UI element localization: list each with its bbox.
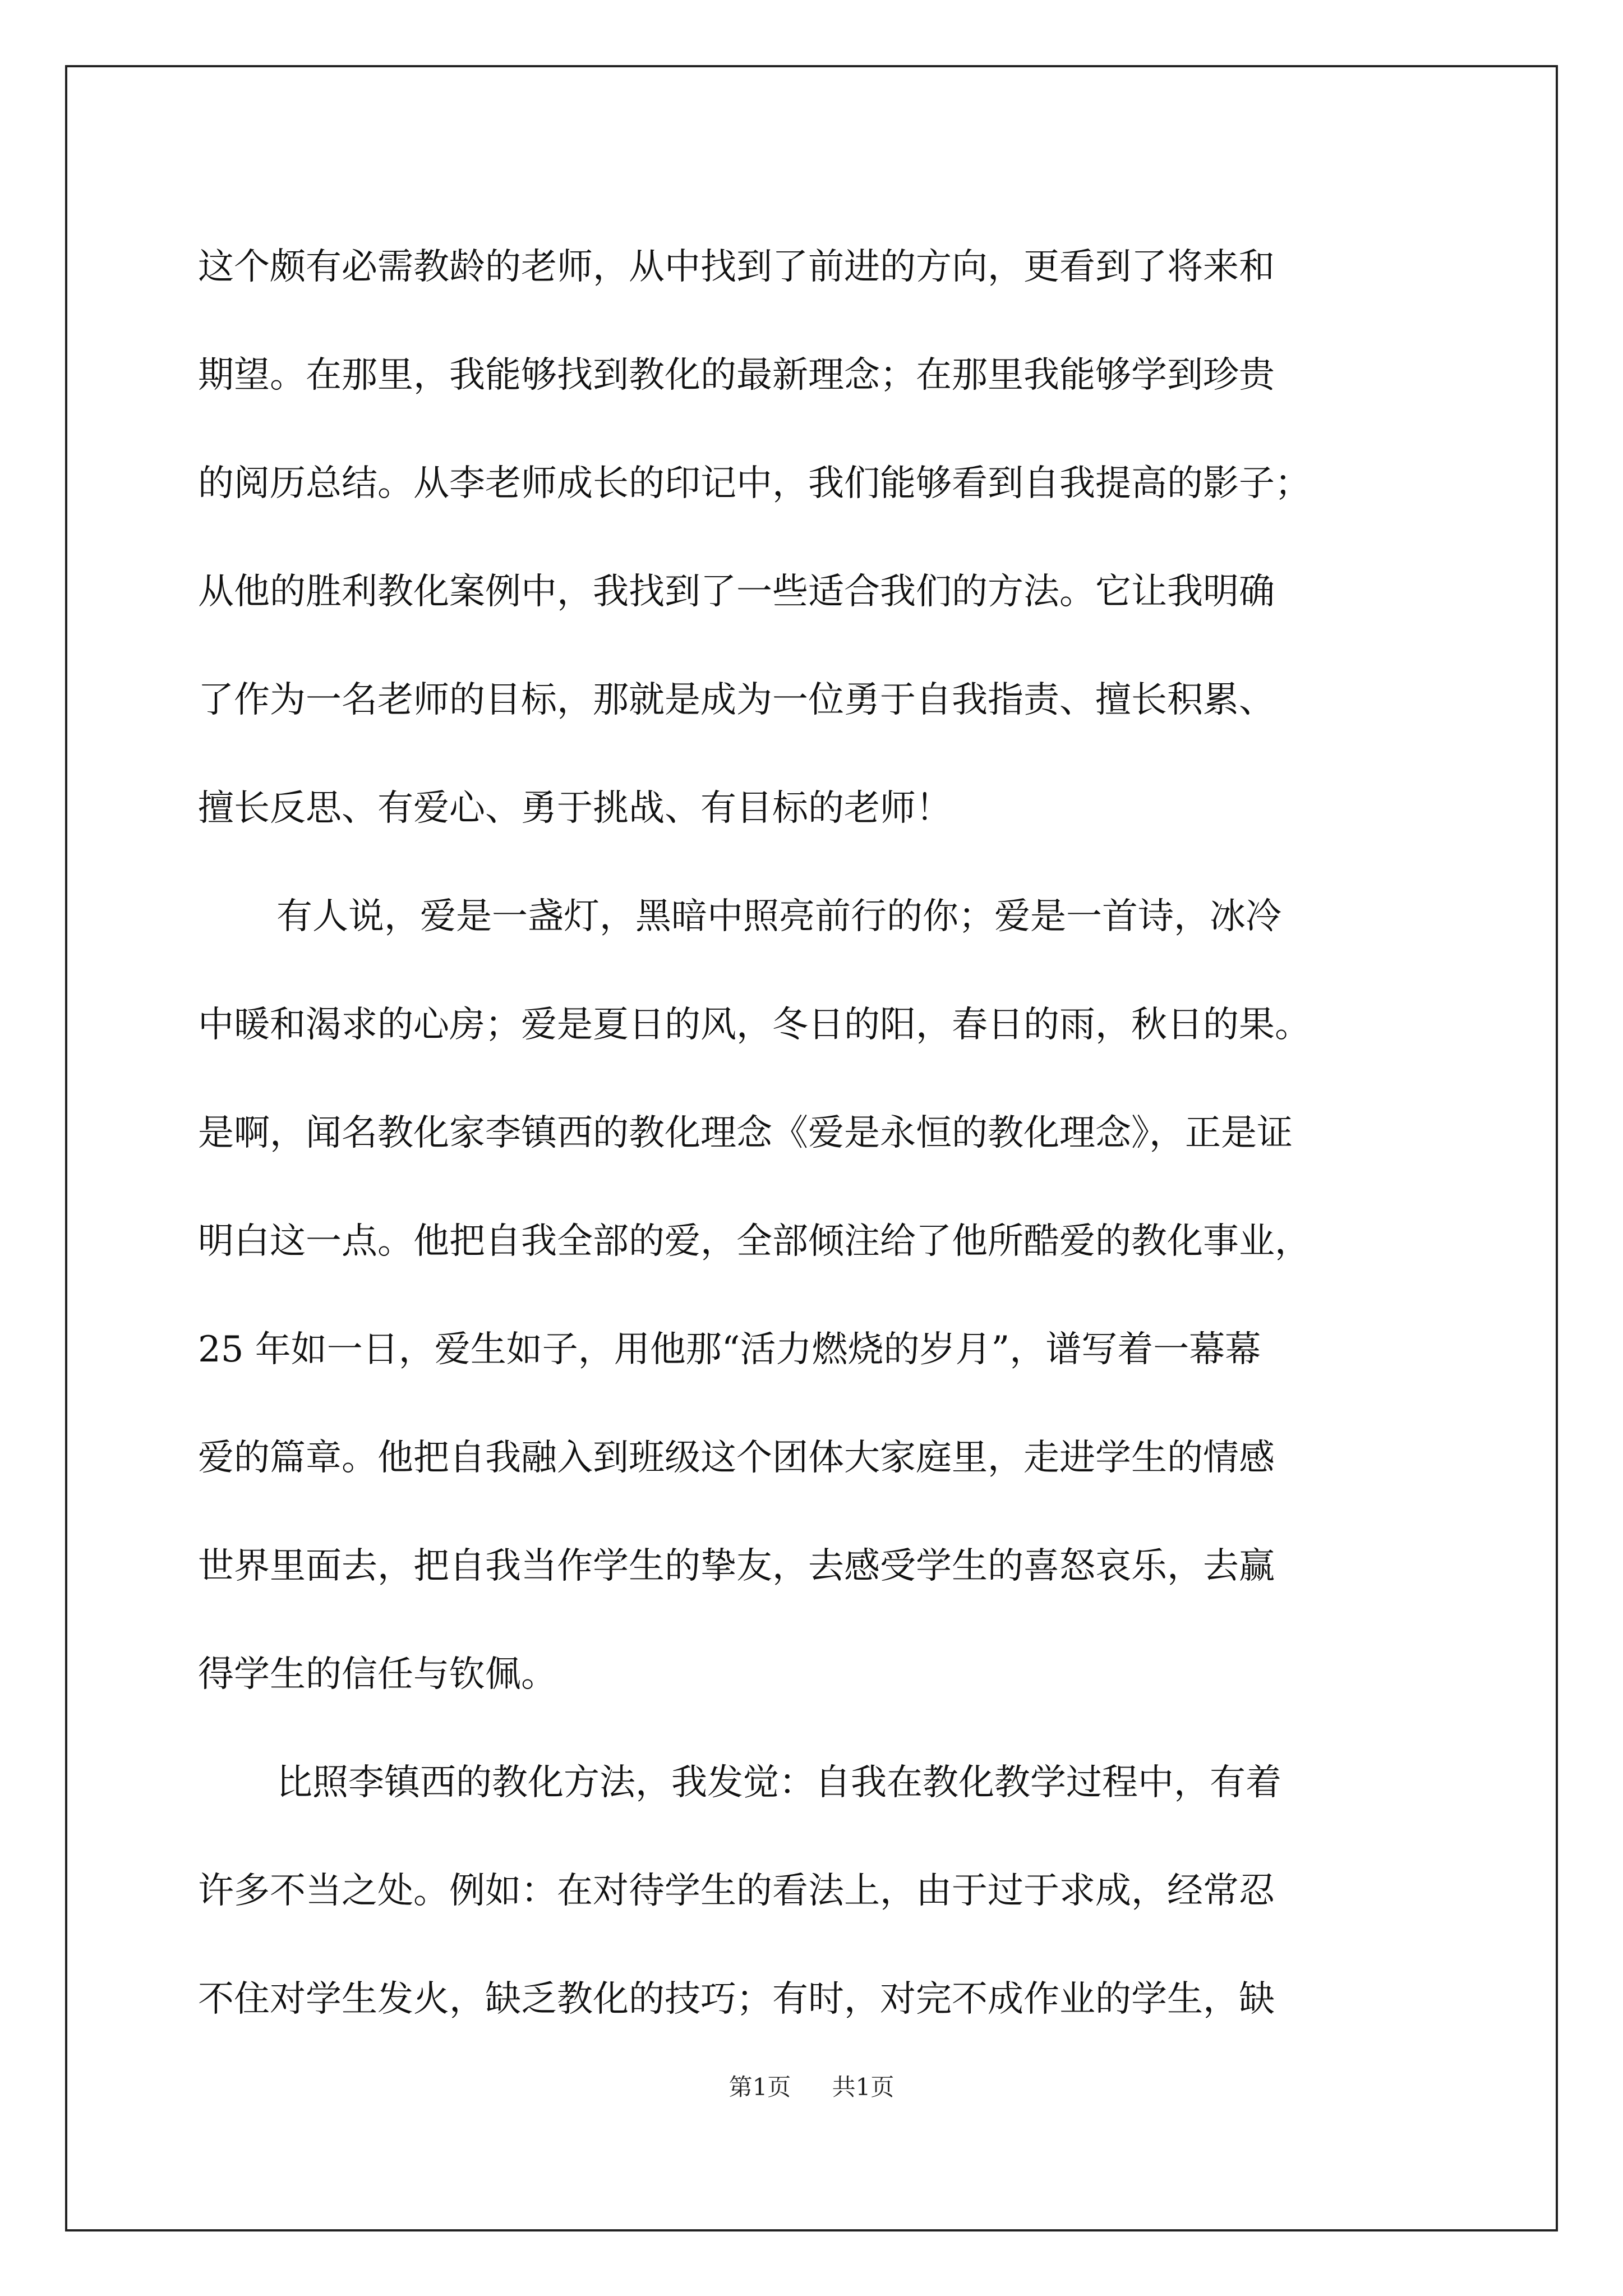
paragraph-1-line-1: 这个颇有必需教龄的老师，从中找到了前进的方向，更看到了将来和	[198, 246, 1275, 288]
paragraph-2-line-8: 得学生的信任与钦佩。	[198, 1654, 557, 1695]
paragraph-3-line-1: 比照李镇西的教化方法，我发觉：自我在教化教学过程中，有着	[276, 1762, 1281, 1803]
paragraph-1-line-4: 从他的胜利教化案例中，我找到了一些适合我们的方法。它让我明确	[198, 571, 1275, 613]
page-number: 第1页	[728, 2073, 791, 2101]
paragraph-2-line-5: 25 年如一日，爱生如子，用他那“活力燃烧的岁月”，谱写着一幕幕	[198, 1329, 1261, 1370]
paragraph-2-line-3: 是啊，闻名教化家李镇西的教化理念《爱是永恒的教化理念》，正是证	[198, 1112, 1293, 1154]
paragraph-3-line-3: 不住对学生发火，缺乏教化的技巧；有时，对完不成作业的学生，缺	[198, 1978, 1275, 2020]
document-body	[198, 213, 1432, 2054]
paragraph-1-line-3: 的阅历总结。从李老师成长的印记中，我们能够看到自我提高的影子；	[198, 463, 1311, 504]
paragraph-2-line-2: 中暖和渴求的心房；爱是夏日的风，冬日的阳，春日的雨，秋日的果。	[198, 1004, 1311, 1046]
paragraph-2-line-4: 明白这一点。他把自我全部的爱，全部倾注给了他所酷爱的教化事业，	[198, 1221, 1311, 1262]
paragraph-1-line-6: 擅长反思、有爱心、勇于挑战、有目标的老师！	[198, 788, 952, 829]
paragraph-2-line-1: 有人说，爱是一盏灯，黑暗中照亮前行的你；爱是一首诗，冰冷	[276, 896, 1281, 937]
paragraph-3-line-2: 许多不当之处。例如：在对待学生的看法上，由于过于求成，经常忍	[198, 1870, 1275, 1912]
page-total: 共1页	[832, 2073, 895, 2101]
paragraph-1-line-2: 期望。在那里，我能够找到教化的最新理念；在那里我能够学到珍贵	[198, 355, 1275, 396]
page-footer	[0, 2069, 1623, 2102]
paragraph-2-line-7: 世界里面去，把自我当作学生的挚友，去感受学生的喜怒哀乐，去赢	[198, 1545, 1275, 1587]
paragraph-1-line-5: 了作为一名老师的目标，那就是成为一位勇于自我指责、擅长积累、	[198, 679, 1275, 721]
paragraph-2-line-6: 爱的篇章。他把自我融入到班级这个团体大家庭里，走进学生的情感	[198, 1437, 1275, 1479]
